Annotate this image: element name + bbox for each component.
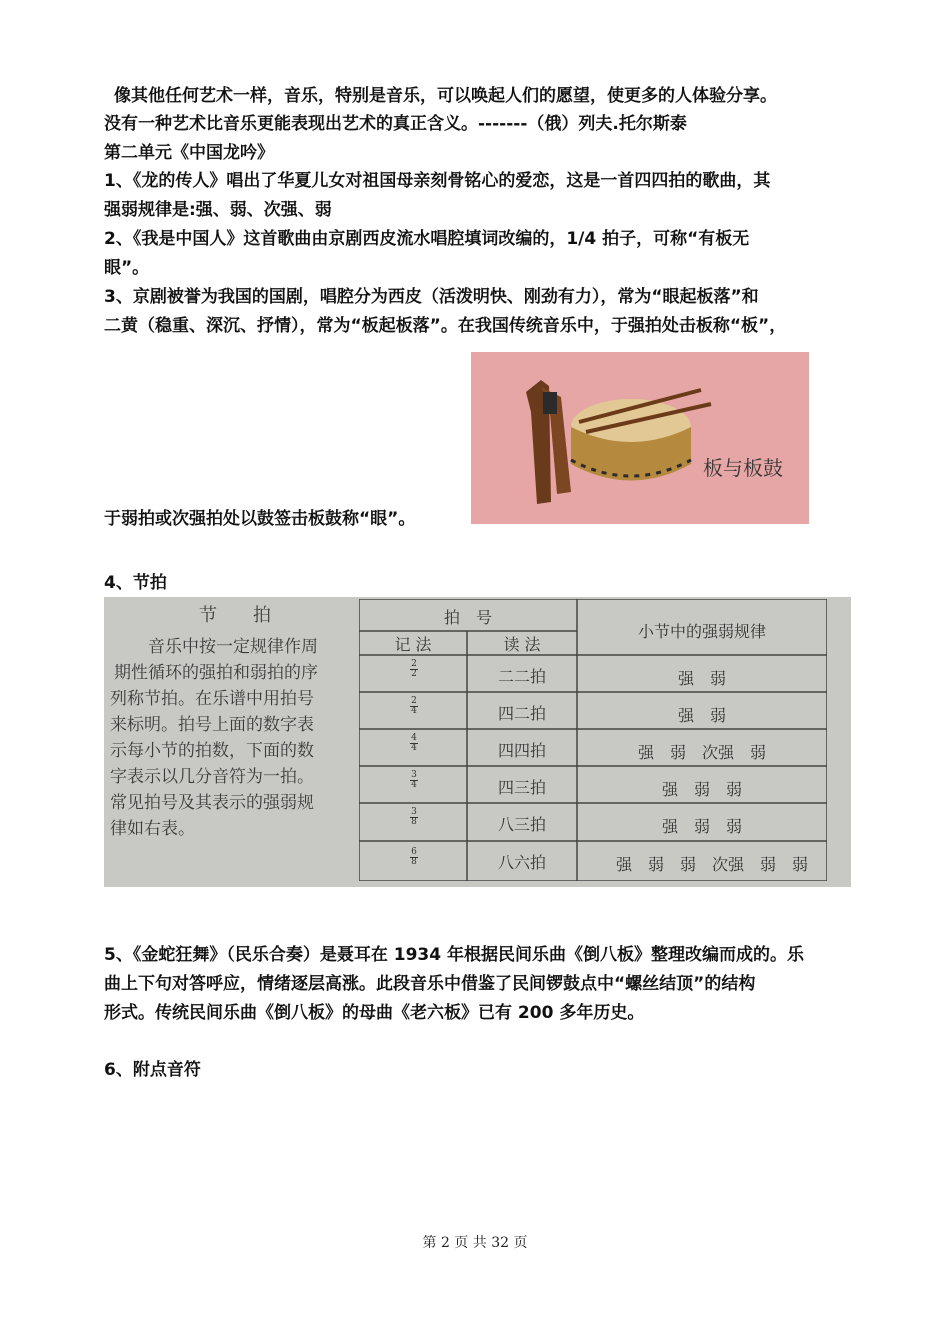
reading-cell: 四三拍 xyxy=(497,778,546,797)
meter-table-photo xyxy=(104,597,851,887)
reading-cell: 八六拍 xyxy=(497,853,546,872)
reading-cell: 四二拍 xyxy=(497,704,546,723)
time-signature-4-4: 4 4 xyxy=(411,733,417,753)
header-strength-rule: 小节中的强弱规律 xyxy=(637,622,766,641)
point-5-line-3: 形式。传统民间乐曲《倒八板》的母曲《老六板》已有 200 多年历史。 xyxy=(104,1003,645,1023)
point-1-line-2: 强弱规律是:强、弱、次强、弱 xyxy=(104,200,332,220)
point-2-line-2: 眼”。 xyxy=(104,258,150,278)
time-signature-6-8: 6 8 xyxy=(411,847,417,867)
page-number-footer: 第 2 页 共 32 页 xyxy=(422,1235,528,1251)
rule-cell: 强 弱 弱 xyxy=(661,817,742,836)
point-3-line-2: 二黄（稳重、深沉、抒情），常为“板起板落”。在我国传统音乐中，于强拍处击板称“板”， xyxy=(104,316,787,336)
meter-text-7: 常见拍号及其表示的强弱规 xyxy=(110,793,314,813)
quote-line-1: 像其他任何艺术一样，音乐，特别是音乐，可以唤起人们的愿望，使更多的人体验分享。 xyxy=(114,86,777,106)
point-3-line-1: 3、京剧被誉为我国的国剧，唱腔分为西皮（活泼明快、刚劲有力），常为“眼起板落”和 xyxy=(104,287,759,307)
rule-cell: 强 弱 次强 弱 xyxy=(637,743,766,762)
meter-text-8: 律如右表。 xyxy=(110,819,195,839)
point-5-line-2: 曲上下句对答呼应，情绪逐层高涨。此段音乐中借鉴了民间锣鼓点中“螺丝结顶”的结构 xyxy=(104,974,756,994)
time-signature-2-2: 2 2 xyxy=(411,659,417,679)
time-signature-2-4: 2 4 xyxy=(411,696,417,716)
reading-cell: 二二拍 xyxy=(497,667,546,686)
rule-cell: 强 弱 弱 xyxy=(661,780,742,799)
header-time-signature: 拍 号 xyxy=(443,608,492,627)
point-5-line-1: 5、《金蛇狂舞》（民乐合奏）是聂耳在 1934 年根据民间乐曲《倒八板》整理改编而成的。乐 xyxy=(104,945,804,965)
point-2-line-1: 2、《我是中国人》这首歌曲由京剧西皮流水唱腔填词改编的，1/4 拍子，可称“有板无 xyxy=(104,229,750,249)
meter-text-1: 音乐中按一定规律作周 xyxy=(148,637,318,657)
ban-and-bangu-photo xyxy=(471,352,809,524)
meter-text-5: 示每小节的拍数，下面的数 xyxy=(110,741,314,761)
meter-text-2: 期性循环的强拍和弱拍的序 xyxy=(114,663,318,683)
rule-cell: 强 弱 xyxy=(677,706,726,725)
ban-clapper-icon xyxy=(471,352,809,524)
meter-text-6: 字表示以几分音符为一拍。 xyxy=(110,767,314,787)
meter-section-title: 节 拍 xyxy=(199,605,271,626)
point-1-line-1: 1、《龙的传人》唱出了华夏儿女对祖国母亲刻骨铭心的爱恋，这是一首四四拍的歌曲，其 xyxy=(104,171,771,191)
reading-cell: 八三拍 xyxy=(497,815,546,834)
quote-line-2: 没有一种艺术比音乐更能表现出艺术的真正含义。-------（俄）列夫.托尔斯泰 xyxy=(104,114,687,134)
point-3-line-3: 于弱拍或次强拍处以鼓签击板鼓称“眼”。 xyxy=(104,509,416,529)
rule-cell: 强 弱 xyxy=(677,669,726,688)
meter-text-3: 列称节拍。在乐谱中用拍号 xyxy=(110,689,314,709)
photo-caption: 板与板鼓 xyxy=(703,456,783,480)
point-6-heading: 6、附点音符 xyxy=(104,1060,201,1080)
unit-heading: 第二单元《中国龙吟》 xyxy=(104,143,274,163)
header-reading: 读 法 xyxy=(503,635,541,654)
header-notation: 记 法 xyxy=(394,635,432,654)
rule-cell: 强 弱 弱 次强 弱 弱 xyxy=(615,855,808,874)
time-signature-3-8: 3 8 xyxy=(411,807,417,827)
point-4-heading: 4、节拍 xyxy=(104,573,167,593)
time-signature-3-4: 3 4 xyxy=(411,770,417,790)
reading-cell: 四四拍 xyxy=(497,741,546,760)
meter-text-4: 来标明。拍号上面的数字表 xyxy=(110,715,314,735)
